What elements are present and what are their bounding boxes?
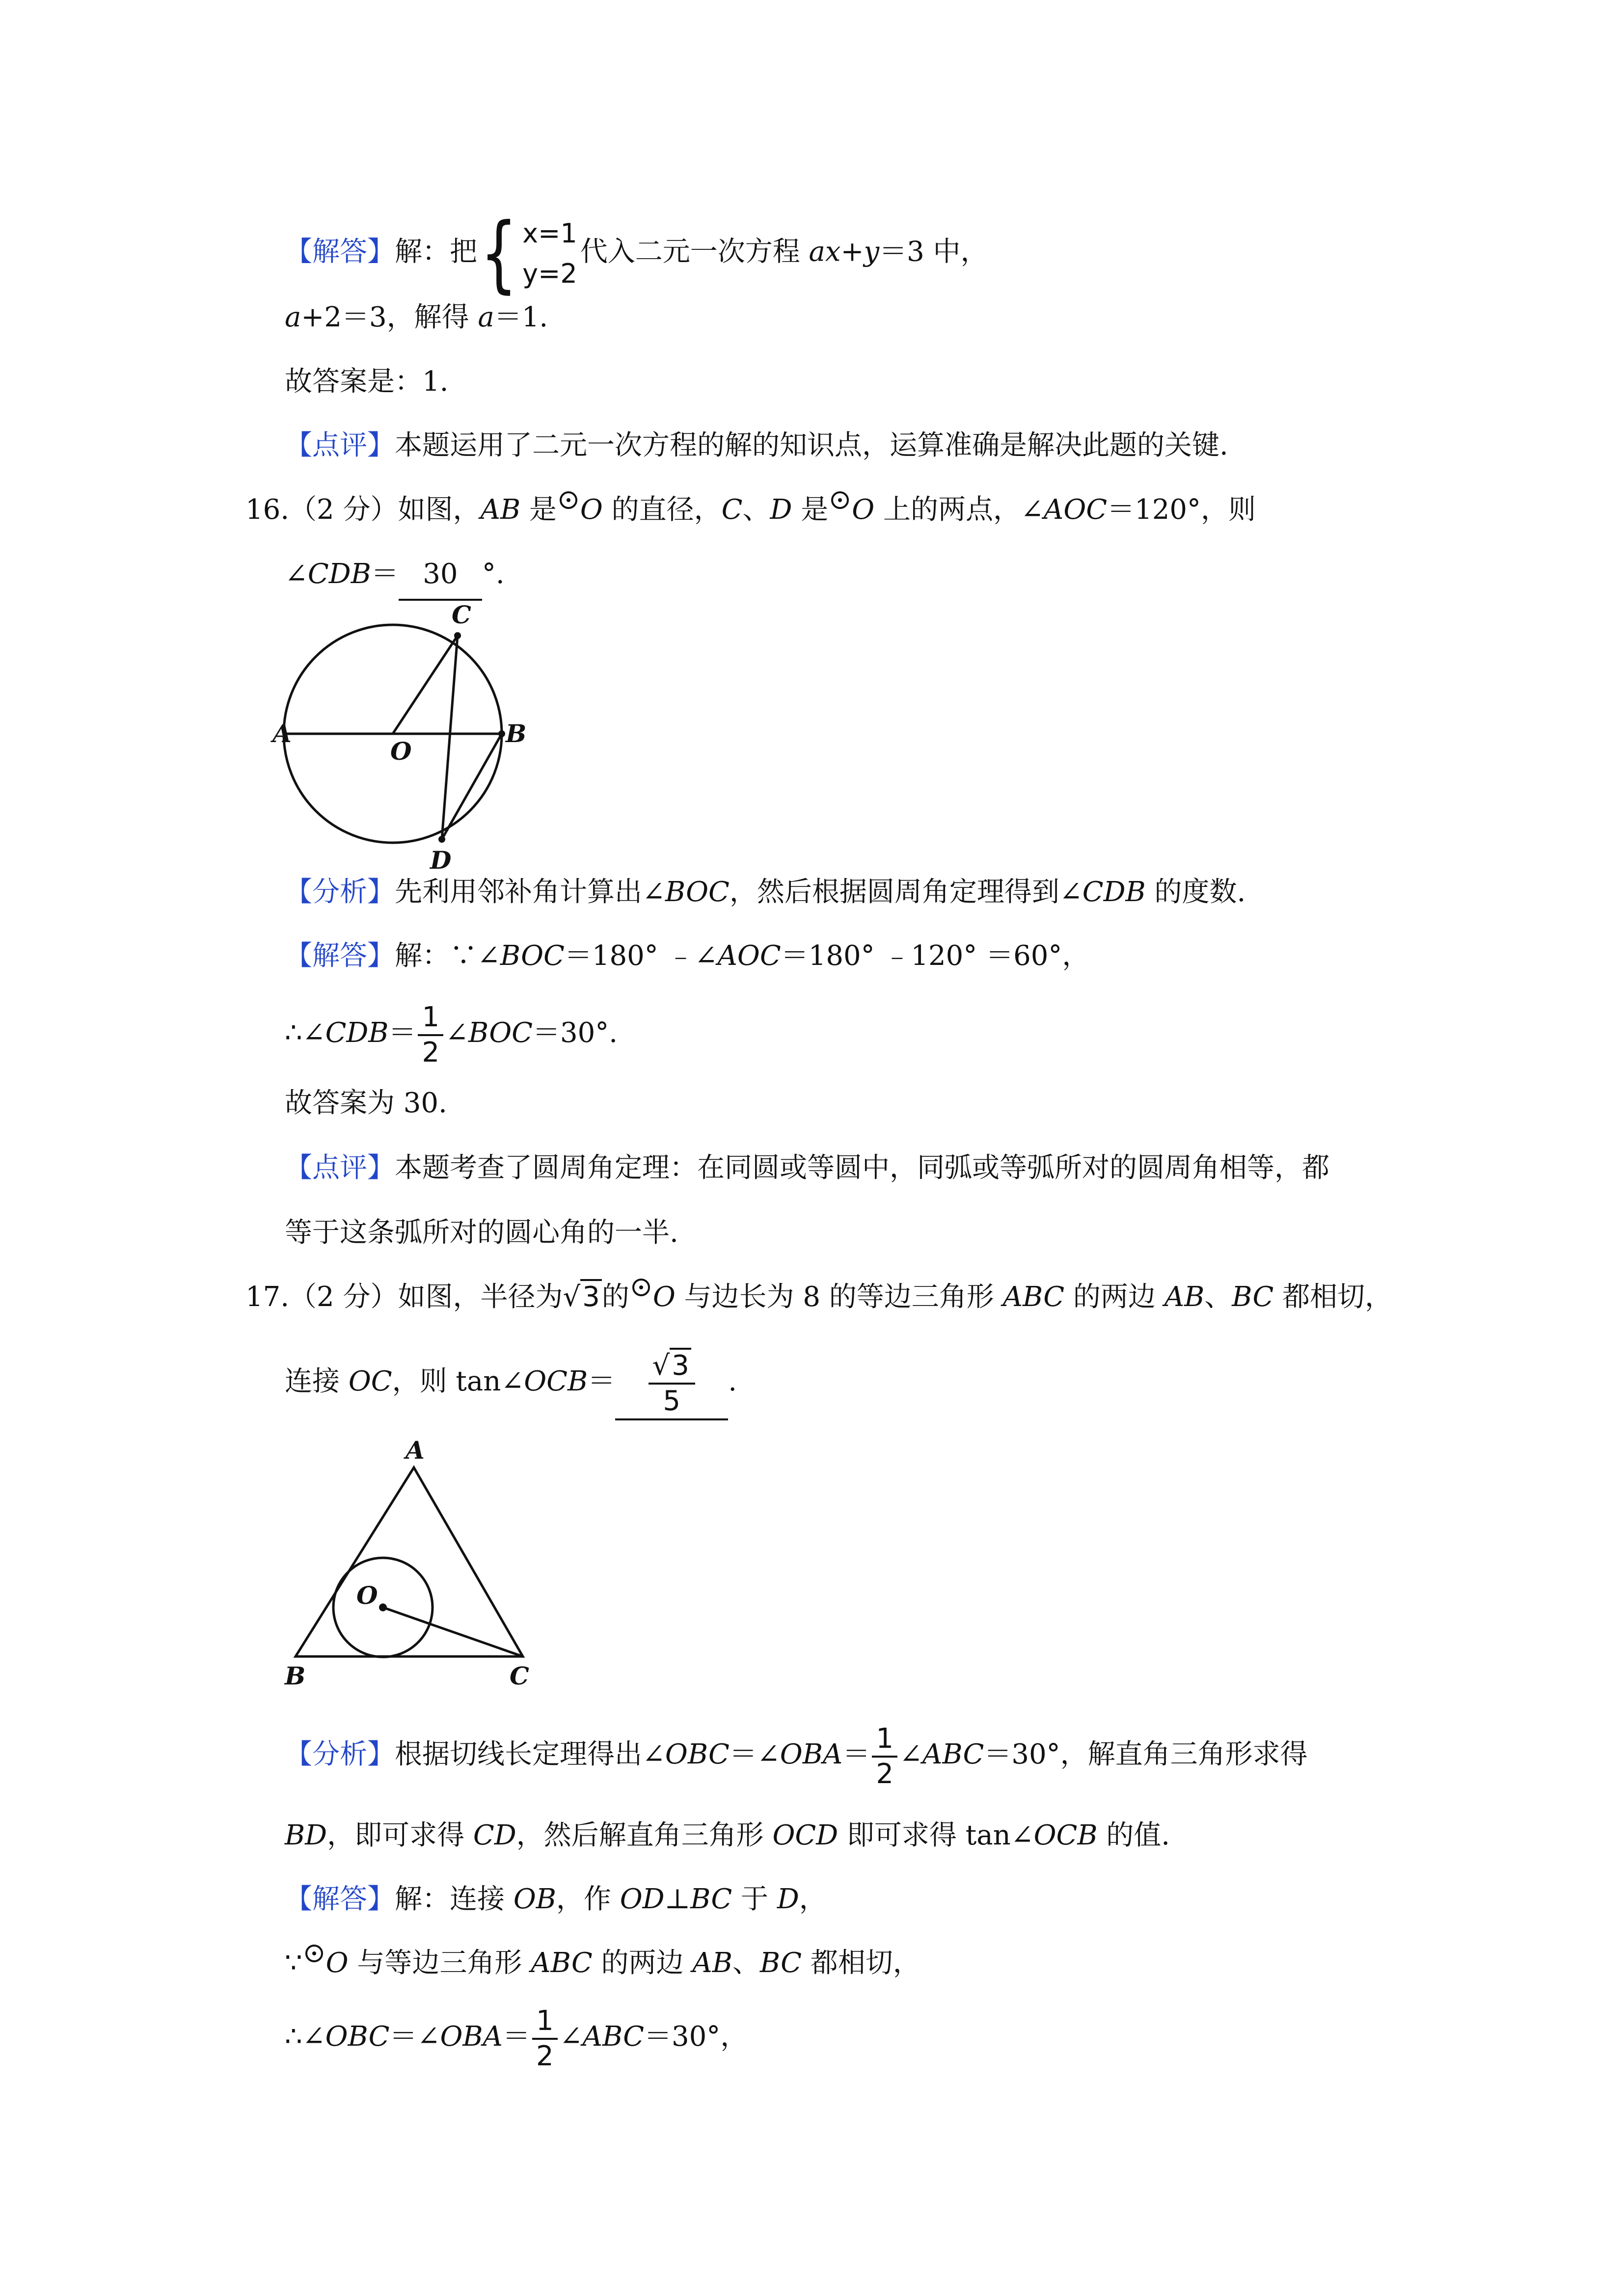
fraction-half: $\frac{1}{2}$ [872,1725,897,1788]
triangle-abc [296,1468,523,1656]
q16-analysis: 【分析】先利用邻补角计算出∠BOC，然后根据圆周角定理得到∠CDB 的度数. [285,876,1246,908]
segment-oc [393,636,458,734]
circle-o-icon [629,1273,653,1322]
left-brace-icon: { [480,205,517,302]
q17-analysis-line2: BD，即可求得 CD，然后解直角三角形 OCD 即可求得 tan∠OCB 的值. [285,1819,1170,1851]
label-a: A [272,719,292,748]
q17-answer-line2: ∵ O 与等边三角形 ABC 的两边 AB、BC 都相切， [285,1939,920,1988]
segment-oc [383,1607,523,1656]
q16-circle-figure [272,599,550,875]
q16-comment-line1: 【点评】本题考查了圆周角定理：在同圆或等圆中，同弧或等弧所对的圆周角相等，都 [285,1152,1329,1184]
q15-line3: 故答案是：1. [285,366,449,398]
label-a: A [406,1436,425,1465]
point-c [454,632,461,639]
answer-blank [615,1345,728,1420]
q15-comment: 【点评】本题运用了二元一次方程的解的知识点，运算准确是解决此题的关键. [285,429,1228,461]
segment-cd [442,636,458,839]
q17-answer-line1: 【解答】解：连接 OB，作 OD⊥BC 于 D， [285,1883,827,1915]
q16-answer-line2: ∴∠CDB＝ $\frac{1}{2}$ ∠BOC＝30°. [285,1001,618,1068]
sqrt-expression: √3 [563,1273,602,1322]
q16-answer-line1: 【解答】解：∵∠BOC＝180° ﹣∠AOC＝180° ﹣120° ＝60°， [285,940,1090,972]
q15-answer-line: 【解答】解：把{ x=1 y=2 代入二元一次方程 ax+y＝3 中， [285,205,988,302]
label-c: C [452,600,471,629]
point-o [379,1603,387,1611]
label-d: D [430,846,452,875]
equation-system: x=1 y=2 [522,218,577,289]
q16-answer-line3: 故答案为 30. [285,1087,447,1119]
circle-o-icon [302,1939,326,1988]
q15-line2: a+2＝3，解得 a＝1. [285,301,548,333]
fraction-half: $\frac{1}{2}$ [532,2007,558,2070]
label-b: B [285,1661,306,1690]
label-o: O [356,1581,378,1610]
answer-blank: 30 [399,550,482,601]
circle-o-icon [557,485,580,534]
point-b [498,730,505,737]
q17-analysis-line1: 【分析】根据切线长定理得出∠OBC＝∠OBA＝ $\frac{1}{2}$ ∠ABC＝30°，解直角三角形求得 [285,1722,1308,1790]
q16-question-line2: ∠CDB＝ 30 °. [285,550,505,599]
answer-tag: 【解答】 [285,236,395,268]
segment-db [442,734,502,839]
q16-comment-line2: 等于这条弧所对的圆心角的一半. [285,1217,678,1249]
fraction-answer: $\frac{√3}{5}$ [649,1352,695,1415]
q17-question-line1: 17.（2 分）如图，半径为√3的 O 与边长为 8 的等边三角形 ABC 的两边 AB、BC 都相切， [245,1273,1392,1322]
q16-question-line1: 16.（2 分）如图，AB 是 O 的直径，C、D 是 O 上的两点，∠AOC＝120°，则 [245,485,1256,534]
q17-triangle-figure [275,1433,550,1698]
circle-o-icon [828,485,852,534]
fraction-half: $\frac{1}{2}$ [418,1004,443,1067]
label-b: B [506,719,527,748]
q17-question-line2: 连接 OC，则 tan∠OCB＝ $\frac{√3}{5}$ . [285,1345,737,1418]
point-d [438,836,445,843]
q17-answer-line3: ∴∠OBC＝∠OBA＝ $\frac{1}{2}$ ∠ABC＝30°， [285,2004,748,2072]
label-o: O [390,737,412,766]
label-c: C [510,1661,529,1690]
